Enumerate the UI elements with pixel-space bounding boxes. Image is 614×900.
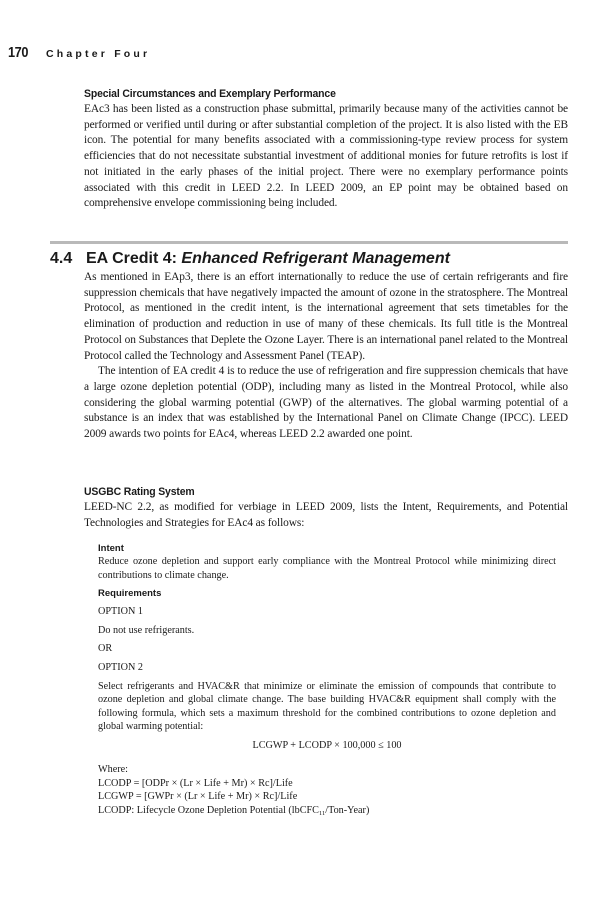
definition-lifecycle-odp — [98, 804, 556, 821]
section-usgbc — [84, 484, 568, 531]
definition-lcgwp: LCGWP = [GWPr × (Lr × Life + Mr) × Rc]/Life — [98, 791, 298, 803]
running-header — [8, 44, 150, 64]
chapter-title: Chapter Four — [46, 48, 151, 60]
section-title-plain: EA Credit 4: — [86, 250, 182, 267]
subhead-special-circumstances: Special Circumstances and Exemplary Performance — [84, 88, 336, 100]
definition-lifecycle-odp-post: /Ton-Year) — [325, 804, 370, 816]
page-number: 170 — [8, 44, 29, 61]
section-special-circumstances — [84, 86, 568, 212]
credit-quote-block — [98, 542, 556, 820]
where-label: Where: — [98, 763, 128, 775]
definition-subscript: 11 — [318, 809, 326, 817]
paragraph-intention: The intention of EA credit 4 is to reduce the use of refrigeration and fire suppression chemicals that have a large ozone depletion potential (ODP), including many as listed in the Montreal Protocol, while also considering the global warming potential (GWP) of the alternatives. The global warming potential of a substance is an index that was established by the International Panel on Climate Change (IPCC). LEED 2009 awards two points for EAc4, whereas LEED 2.2 awarded one point. — [84, 365, 568, 441]
section-divider — [50, 241, 568, 244]
option2-text: Select refrigerants and HVAC&R that minimize or eliminate the emission of compounds that contribute to ozone depletion and global climate change. The base building HVAC&R equipment shall comply with the following formula, which sets a maximum threshold for the combined contributions to ozone depletion and global warming potential: — [98, 680, 556, 733]
section-number: 4.4 — [50, 250, 73, 267]
section-body — [84, 270, 568, 443]
paragraph-montreal-protocol: As mentioned in EAp3, there is an effort internationally to reduce the use of certain refrigerants and fire suppression chemicals that have negatively impacted the amount of ozone in the stratosphere. The Montreal Protocol, as mentioned in the credit intent, is the international agreement that sets timetables for the elimination of production and reduction in use of many of these chemicals. Its full title is the Montreal Protocol on Substances that Deplete the Ozone Layer. There is an international panel related to the Montreal Protocol called the Technology and Assessment Panel (TEAP). — [84, 271, 568, 362]
intent-heading: Intent — [98, 543, 124, 554]
option1-text: Do not use refrigerants. — [98, 624, 195, 636]
requirements-heading: Requirements — [98, 588, 162, 600]
or-label: OR — [98, 643, 113, 655]
option1-label: OPTION 1 — [98, 606, 143, 618]
paragraph-usgbc: LEED-NC 2.2, as modified for verbiage in LEED 2009, lists the Intent, Requirements, and Potential Technologies and Strategies for EAc4 as follows: — [84, 501, 568, 529]
definition-lcodp: LCODP = [ODPr × (Lr × Life + Mr) × Rc]/Life — [98, 777, 293, 789]
intent-text: Reduce ozone depletion and support early compliance with the Montreal Protocol while minimizing direct contributions to climate change. — [98, 556, 556, 581]
option2-label: OPTION 2 — [98, 661, 143, 673]
definition-lifecycle-odp-pre: LCODP: Lifecycle Ozone Depletion Potential (lbCFC — [98, 804, 319, 816]
subhead-usgbc: USGBC Rating System — [84, 486, 195, 498]
section-heading — [50, 249, 568, 269]
formula: LCGWP + LCODP × 100,000 ≤ 100 — [252, 739, 402, 751]
paragraph-special-circumstances: EAc3 has been listed as a construction phase submittal, primarily because many of the activities cannot be performed or verified until during or after substantial completion of the project. It is also listed with the EB icon. The potential for many benefits associated with a commissioning-type review process for system efficiencies that do not necessitate substantial investment of additional monies for future retrofits is lost if not initiated in the early phases of the initial project. There were no exemplary performance points associated with this credit in LEED 2.2. In LEED 2009, an EP point may be obtained based on comprehensive envelope commissioning being included. — [84, 103, 568, 210]
section-title-italic: Enhanced Refrigerant Management — [181, 250, 450, 267]
